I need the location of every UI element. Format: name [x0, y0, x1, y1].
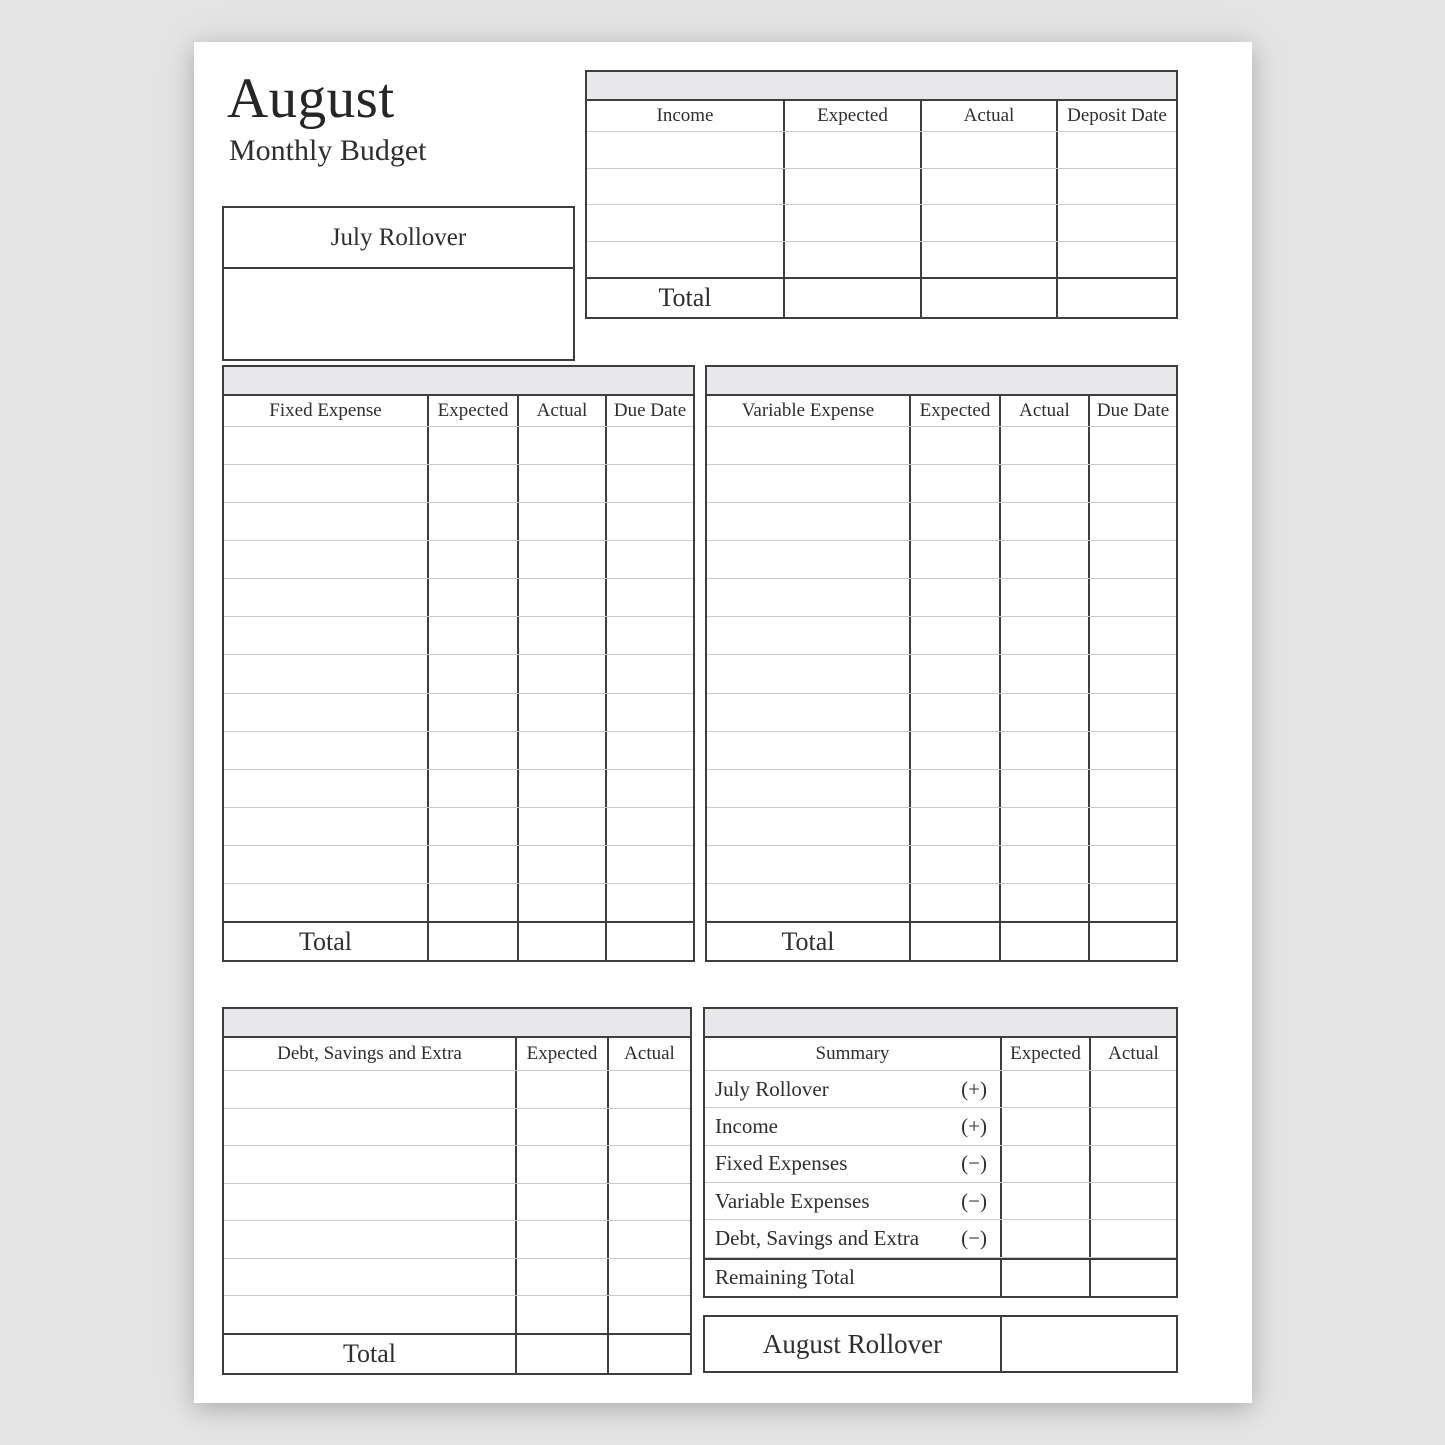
- total-actual-cell: [609, 1335, 690, 1373]
- empty-cell: [224, 770, 429, 807]
- empty-cell: [911, 770, 1001, 807]
- empty-row: [224, 503, 693, 541]
- empty-cell: [224, 694, 429, 731]
- variable-expense-table: [705, 365, 1178, 962]
- summary-row-label: Debt, Savings and Extra: [715, 1225, 920, 1250]
- empty-row: [707, 884, 1176, 921]
- empty-cell: [519, 617, 607, 654]
- empty-row: [707, 770, 1176, 808]
- income-total-row: [587, 277, 1176, 317]
- empty-cell: [785, 169, 922, 205]
- empty-row: [587, 132, 1176, 169]
- empty-row: [707, 846, 1176, 884]
- page-header: [227, 67, 427, 167]
- empty-cell: [224, 541, 429, 578]
- remaining-total-label-cell: [705, 1260, 1002, 1296]
- summary-row-label: Income: [715, 1113, 778, 1138]
- income-table-body: [587, 132, 1176, 277]
- empty-cell: [519, 579, 607, 616]
- empty-cell: [519, 465, 607, 502]
- remaining-total-label: Remaining Total: [715, 1265, 855, 1290]
- empty-cell: [707, 465, 911, 502]
- empty-row: [707, 541, 1176, 579]
- variable-expense-total-row: [707, 921, 1176, 960]
- summary-row-label: Variable Expenses: [715, 1188, 870, 1213]
- empty-cell: [429, 884, 519, 921]
- empty-cell: [224, 1296, 517, 1333]
- empty-cell: [911, 694, 1001, 731]
- empty-cell: [517, 1071, 609, 1108]
- minus-operator: (−): [961, 1188, 987, 1213]
- july-rollover-value-cell: [224, 269, 573, 359]
- empty-row: [224, 1071, 690, 1109]
- empty-cell: [922, 242, 1058, 278]
- empty-row: [224, 1259, 690, 1297]
- summary-row-july-rollover: [705, 1071, 1176, 1108]
- expected-col-header: Expected: [517, 1038, 609, 1070]
- deposit-date-col-header: Deposit Date: [1067, 105, 1167, 126]
- empty-cell: [707, 427, 911, 464]
- variable-expense-header-row: [707, 396, 1176, 427]
- fixed-expense-col-header: Fixed Expense: [224, 396, 429, 426]
- fixed-expense-header-row: [224, 396, 693, 427]
- empty-cell: [911, 808, 1001, 845]
- summary-expected-cell: [1002, 1071, 1091, 1107]
- empty-cell: [609, 1146, 690, 1183]
- empty-cell: [519, 884, 607, 921]
- empty-cell: [519, 732, 607, 769]
- empty-cell: [1090, 770, 1176, 807]
- summary-row-label-cell: [705, 1220, 1002, 1256]
- summary-actual-cell: [1091, 1183, 1176, 1219]
- summary-expected-cell: [1002, 1146, 1091, 1182]
- total-expected-cell: [429, 923, 519, 960]
- empty-cell: [429, 732, 519, 769]
- empty-cell: [1090, 427, 1176, 464]
- empty-cell: [1090, 541, 1176, 578]
- empty-cell: [517, 1109, 609, 1146]
- empty-row: [224, 1109, 690, 1147]
- empty-row: [224, 427, 693, 465]
- empty-cell: [1090, 465, 1176, 502]
- empty-cell: [1001, 808, 1090, 845]
- empty-cell: [707, 655, 911, 692]
- empty-cell: [1090, 655, 1176, 692]
- empty-cell: [429, 808, 519, 845]
- empty-cell: [224, 1071, 517, 1108]
- total-label: Total: [224, 923, 429, 960]
- variable-expense-title-band: [707, 367, 1176, 396]
- empty-cell: [519, 770, 607, 807]
- empty-cell: [519, 694, 607, 731]
- empty-cell: [1001, 655, 1090, 692]
- summary-expected-cell: [1002, 1183, 1091, 1219]
- empty-row: [224, 655, 693, 693]
- summary-col-header: Summary: [705, 1038, 1002, 1070]
- empty-cell: [429, 579, 519, 616]
- expected-col-header: Expected: [911, 396, 1001, 426]
- empty-cell: [587, 132, 785, 168]
- empty-row: [224, 541, 693, 579]
- empty-row: [224, 1296, 690, 1333]
- empty-cell: [1001, 694, 1090, 731]
- fixed-expense-table-body: [224, 427, 693, 921]
- empty-cell: [224, 503, 429, 540]
- empty-cell: [1001, 732, 1090, 769]
- summary-actual-cell: [1091, 1108, 1176, 1144]
- actual-col-header: Actual: [922, 101, 1058, 131]
- income-header-row: [587, 101, 1176, 132]
- empty-cell: [1001, 884, 1090, 921]
- empty-cell: [607, 846, 693, 883]
- empty-row: [224, 846, 693, 884]
- empty-cell: [1001, 427, 1090, 464]
- summary-row-label-cell: [705, 1183, 1002, 1219]
- empty-cell: [587, 169, 785, 205]
- summary-row-fixed-expenses: [705, 1146, 1176, 1183]
- empty-cell: [1001, 770, 1090, 807]
- empty-row: [224, 1221, 690, 1259]
- empty-cell: [429, 655, 519, 692]
- empty-cell: [429, 617, 519, 654]
- fixed-expense-total-row: [224, 921, 693, 960]
- august-rollover-box: [703, 1315, 1178, 1373]
- expected-col-header: Expected: [429, 396, 519, 426]
- empty-row: [707, 427, 1176, 465]
- total-label: Total: [224, 1335, 517, 1373]
- empty-cell: [607, 732, 693, 769]
- empty-cell: [519, 846, 607, 883]
- empty-cell: [224, 465, 429, 502]
- summary-actual-cell: [1091, 1220, 1176, 1256]
- empty-cell: [911, 732, 1001, 769]
- empty-row: [224, 808, 693, 846]
- july-rollover-label: July Rollover: [224, 208, 573, 269]
- debt-savings-table: [222, 1007, 692, 1375]
- plus-operator: (+): [961, 1076, 987, 1101]
- empty-row: [224, 1146, 690, 1184]
- empty-cell: [922, 132, 1058, 168]
- summary-row-income: [705, 1108, 1176, 1145]
- empty-row: [707, 808, 1176, 846]
- empty-cell: [1001, 617, 1090, 654]
- empty-cell: [911, 655, 1001, 692]
- empty-cell: [1090, 579, 1176, 616]
- summary-expected-cell: [1002, 1260, 1091, 1296]
- empty-row: [707, 617, 1176, 655]
- summary-row-label-cell: [705, 1108, 1002, 1144]
- variable-expense-col-header: Variable Expense: [707, 396, 911, 426]
- income-table: [585, 70, 1178, 319]
- empty-cell: [224, 1109, 517, 1146]
- empty-cell: [224, 808, 429, 845]
- empty-cell: [517, 1221, 609, 1258]
- empty-row: [707, 694, 1176, 732]
- august-rollover-label: August Rollover: [705, 1317, 1002, 1371]
- fixed-expense-table: [222, 365, 695, 962]
- empty-cell: [1090, 846, 1176, 883]
- summary-expected-cell: [1002, 1220, 1091, 1256]
- empty-cell: [707, 732, 911, 769]
- empty-cell: [1090, 884, 1176, 921]
- empty-cell: [911, 884, 1001, 921]
- empty-cell: [707, 808, 911, 845]
- minus-operator: (−): [961, 1151, 987, 1176]
- debt-savings-title-band: [224, 1009, 690, 1038]
- empty-cell: [517, 1259, 609, 1296]
- empty-cell: [607, 770, 693, 807]
- summary-table: [703, 1007, 1178, 1298]
- empty-cell: [707, 846, 911, 883]
- empty-row: [707, 579, 1176, 617]
- minus-operator: (−): [961, 1225, 987, 1250]
- empty-cell: [707, 503, 911, 540]
- total-label: Total: [587, 279, 785, 317]
- total-actual-cell: [519, 923, 607, 960]
- summary-expected-cell: [1002, 1108, 1091, 1144]
- empty-cell: [587, 242, 785, 278]
- empty-cell: [519, 655, 607, 692]
- expected-col-header: Expected: [785, 101, 922, 131]
- empty-cell: [707, 770, 911, 807]
- empty-cell: [224, 846, 429, 883]
- summary-row-label-cell: [705, 1071, 1002, 1107]
- empty-cell: [607, 465, 693, 502]
- total-actual-cell: [1001, 923, 1090, 960]
- summary-actual-cell: [1091, 1146, 1176, 1182]
- summary-row-remaining-total: [705, 1258, 1176, 1296]
- empty-cell: [224, 1259, 517, 1296]
- debt-savings-table-body: [224, 1071, 690, 1333]
- summary-row-variable-expenses: [705, 1183, 1176, 1220]
- empty-cell: [1001, 541, 1090, 578]
- july-rollover-box: [222, 206, 575, 361]
- variable-expense-table-body: [707, 427, 1176, 921]
- empty-row: [224, 465, 693, 503]
- empty-cell: [224, 427, 429, 464]
- empty-row: [224, 770, 693, 808]
- empty-cell: [224, 1184, 517, 1221]
- total-expected-cell: [517, 1335, 609, 1373]
- empty-cell: [607, 427, 693, 464]
- empty-cell: [1001, 503, 1090, 540]
- actual-col-header: Actual: [1108, 1043, 1159, 1064]
- empty-cell: [519, 808, 607, 845]
- empty-cell: [519, 541, 607, 578]
- empty-cell: [1058, 242, 1176, 278]
- empty-row: [587, 169, 1176, 206]
- summary-actual-cell: [1091, 1071, 1176, 1107]
- empty-row: [224, 694, 693, 732]
- empty-cell: [1090, 808, 1176, 845]
- empty-cell: [911, 465, 1001, 502]
- empty-cell: [707, 541, 911, 578]
- empty-cell: [224, 732, 429, 769]
- empty-cell: [1058, 132, 1176, 168]
- empty-cell: [607, 503, 693, 540]
- empty-cell: [1090, 732, 1176, 769]
- planner-page: [194, 42, 1252, 1403]
- empty-cell: [911, 503, 1001, 540]
- summary-table-body: [705, 1071, 1176, 1296]
- income-col-header: Income: [587, 101, 785, 131]
- empty-cell: [429, 541, 519, 578]
- total-deposit-date-cell: [1058, 279, 1176, 317]
- due-date-col-header: Due Date: [1096, 400, 1170, 421]
- empty-cell: [517, 1184, 609, 1221]
- empty-cell: [429, 846, 519, 883]
- page-subtitle: Monthly Budget: [229, 134, 427, 167]
- empty-row: [707, 503, 1176, 541]
- empty-cell: [607, 694, 693, 731]
- empty-cell: [429, 465, 519, 502]
- empty-cell: [517, 1296, 609, 1333]
- empty-cell: [224, 579, 429, 616]
- total-expected-cell: [911, 923, 1001, 960]
- total-actual-cell: [922, 279, 1058, 317]
- income-table-title-band: [587, 72, 1176, 101]
- empty-row: [707, 655, 1176, 693]
- empty-cell: [609, 1221, 690, 1258]
- empty-cell: [707, 617, 911, 654]
- empty-cell: [785, 205, 922, 241]
- empty-cell: [607, 579, 693, 616]
- fixed-expense-title-band: [224, 367, 693, 396]
- empty-cell: [911, 541, 1001, 578]
- empty-cell: [609, 1071, 690, 1108]
- summary-header-row: [705, 1038, 1176, 1071]
- empty-cell: [429, 694, 519, 731]
- august-rollover-value-cell: [1002, 1317, 1176, 1371]
- empty-cell: [224, 617, 429, 654]
- plus-operator: (+): [961, 1113, 987, 1138]
- empty-cell: [607, 617, 693, 654]
- summary-row-label: July Rollover: [715, 1076, 829, 1101]
- empty-cell: [922, 205, 1058, 241]
- empty-cell: [519, 427, 607, 464]
- actual-col-header: Actual: [519, 396, 607, 426]
- empty-cell: [224, 1146, 517, 1183]
- empty-row: [587, 242, 1176, 278]
- empty-cell: [519, 503, 607, 540]
- actual-col-header: Actual: [1001, 396, 1090, 426]
- empty-row: [707, 732, 1176, 770]
- debt-savings-col-header: Debt, Savings and Extra: [224, 1038, 517, 1070]
- debt-savings-header-row: [224, 1038, 690, 1071]
- empty-cell: [609, 1296, 690, 1333]
- empty-cell: [609, 1109, 690, 1146]
- empty-row: [224, 617, 693, 655]
- empty-cell: [607, 808, 693, 845]
- actual-col-header: Actual: [624, 1043, 675, 1064]
- page-title: August: [227, 67, 395, 130]
- empty-cell: [785, 242, 922, 278]
- total-due-date-cell: [1090, 923, 1176, 960]
- empty-cell: [587, 205, 785, 241]
- empty-row: [224, 579, 693, 617]
- summary-title-band: [705, 1009, 1176, 1038]
- summary-row-debt-savings: [705, 1220, 1176, 1257]
- empty-cell: [911, 846, 1001, 883]
- empty-cell: [607, 655, 693, 692]
- total-expected-cell: [785, 279, 922, 317]
- empty-cell: [1090, 503, 1176, 540]
- empty-cell: [1058, 205, 1176, 241]
- empty-row: [707, 465, 1176, 503]
- empty-cell: [607, 541, 693, 578]
- empty-cell: [911, 617, 1001, 654]
- empty-cell: [1001, 579, 1090, 616]
- empty-row: [587, 205, 1176, 242]
- empty-cell: [1090, 617, 1176, 654]
- empty-row: [224, 1184, 690, 1222]
- empty-cell: [1090, 694, 1176, 731]
- empty-cell: [429, 770, 519, 807]
- empty-row: [224, 884, 693, 921]
- empty-cell: [517, 1146, 609, 1183]
- summary-row-label: Fixed Expenses: [715, 1151, 848, 1176]
- empty-row: [224, 732, 693, 770]
- empty-cell: [707, 884, 911, 921]
- empty-cell: [707, 694, 911, 731]
- empty-cell: [911, 427, 1001, 464]
- summary-row-label-cell: [705, 1146, 1002, 1182]
- empty-cell: [224, 1221, 517, 1258]
- total-due-date-cell: [607, 923, 693, 960]
- empty-cell: [922, 169, 1058, 205]
- debt-savings-total-row: [224, 1333, 690, 1373]
- empty-cell: [609, 1259, 690, 1296]
- empty-cell: [429, 503, 519, 540]
- empty-cell: [1001, 465, 1090, 502]
- empty-cell: [224, 884, 429, 921]
- empty-cell: [429, 427, 519, 464]
- empty-cell: [224, 655, 429, 692]
- summary-actual-cell: [1091, 1260, 1176, 1296]
- empty-cell: [911, 579, 1001, 616]
- total-label: Total: [707, 923, 911, 960]
- empty-cell: [707, 579, 911, 616]
- expected-col-header: Expected: [1002, 1038, 1091, 1070]
- due-date-col-header: Due Date: [613, 400, 687, 421]
- empty-cell: [1001, 846, 1090, 883]
- empty-cell: [607, 884, 693, 921]
- empty-cell: [785, 132, 922, 168]
- empty-cell: [1058, 169, 1176, 205]
- empty-cell: [609, 1184, 690, 1221]
